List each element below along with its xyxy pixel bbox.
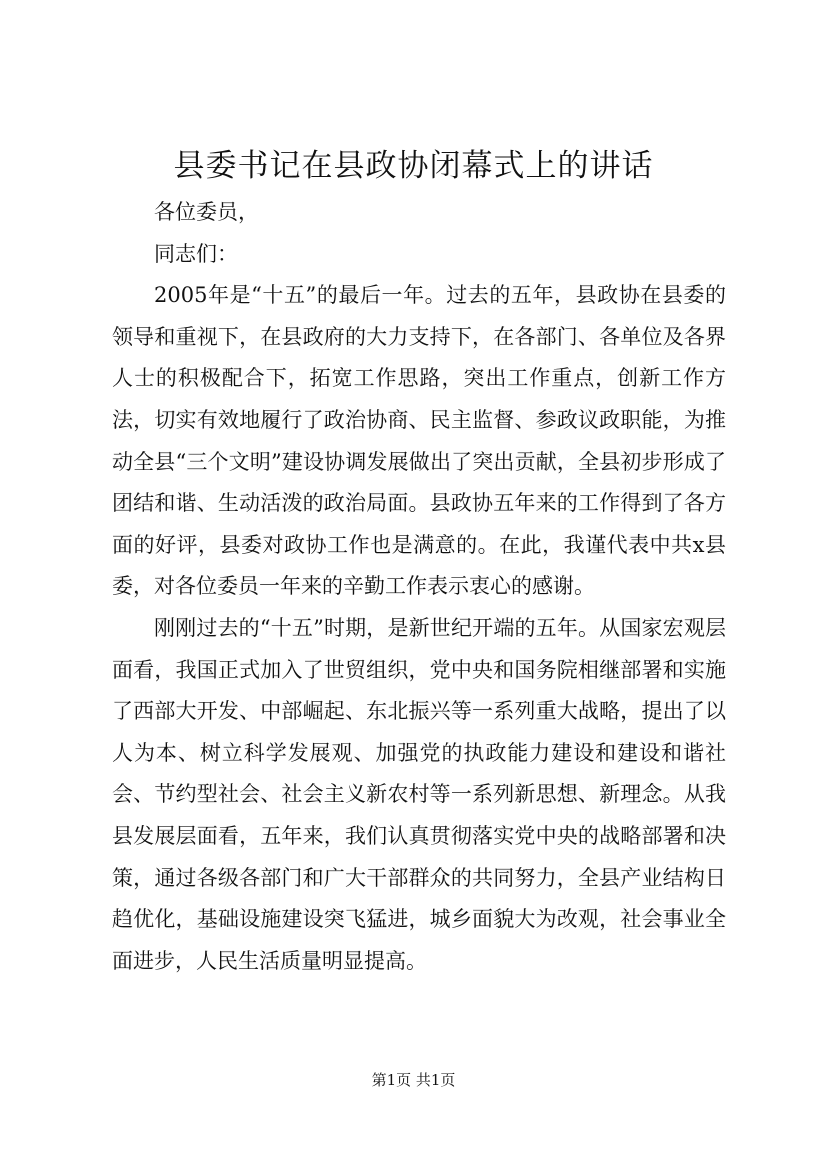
paragraph-tenth-five-year: 刚刚过去的“十五”时期，是新世纪开端的五年。从国家宏观层面看，我国正式加入了世贸组织，党中央和国务院相继部署和实施了西部大开发、中部崛起、东北振兴等一系列重大战略，提出了以人为本、树立科学发展观、加强党的执政能力建设和建设和谐社会、节约型社会、社会主义新农村等一系列新思想、新理念。从我县发展层面看，五年来，我们认真贯彻落实党中央的战略部署和决策，通过各级各部门和广大干部群众的共同努力，全县产业结构日趋优化，基础设施建设突飞猛进，城乡面貌大为改观，社会事业全面进步，人民生活质量明显提高。 bbox=[112, 615, 726, 973]
paragraph-review: 2005年是“十五”的最后一年。过去的五年，县政协在县委的领导和重视下，在县政府的大力支持下，在各部门、各单位及各界人士的积极配合下，拓宽工作思路，突出工作重点，创新工作方法，切实有效地履行了政治协商、民主监督、参政议政职能，为推动全县“三个文明”建设协调发展做出了突出贡献，全县初步形成了团结和谐、生动活泼的政治局面。县政协五年来的工作得到了各方面的好评，县委对政协工作也是满意的。在此，我谨代表中共x县委，对各位委员一年来的辛勤工作表示衷心的感谢。 bbox=[112, 283, 726, 599]
document-body bbox=[112, 192, 726, 982]
salutation-comrades: 同志们： bbox=[154, 241, 238, 266]
page-footer: 第1页 共1页 bbox=[371, 1071, 456, 1089]
salutation-members: 各位委员， bbox=[154, 200, 259, 224]
document-title: 县委书记在县政协闭幕式上的讲话 bbox=[173, 148, 654, 184]
